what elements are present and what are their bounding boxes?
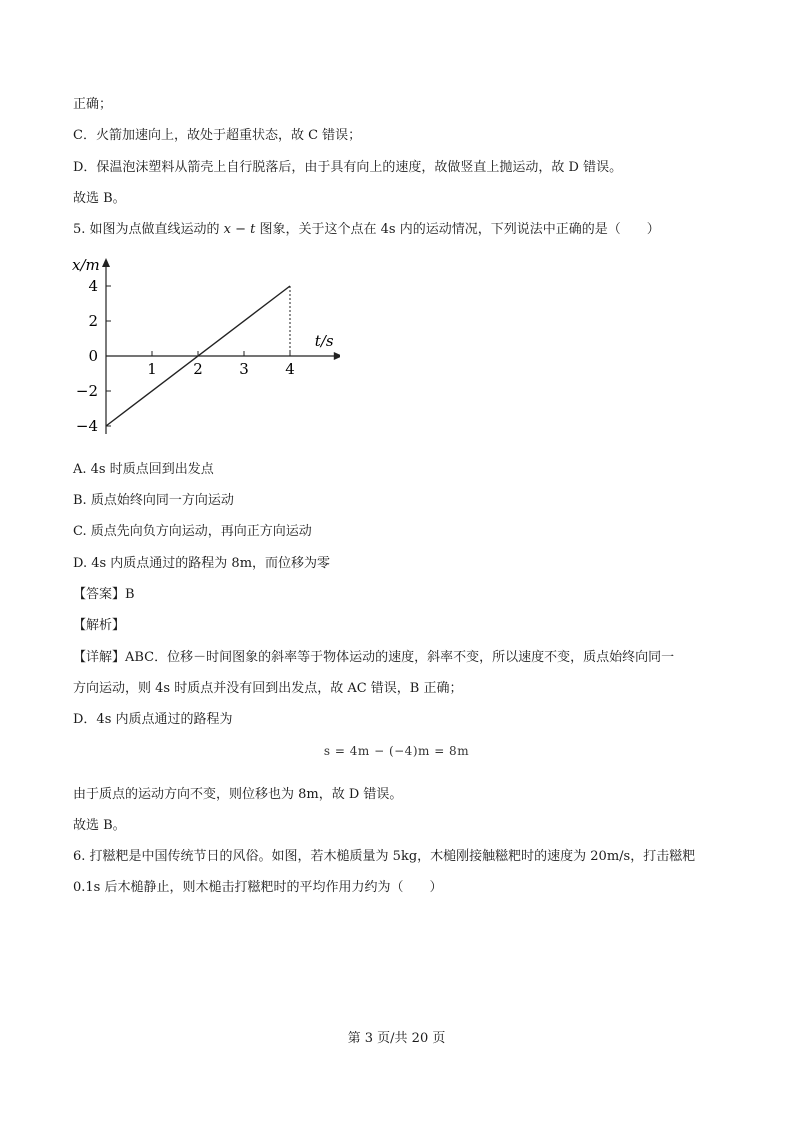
y-axis-label: x/m xyxy=(72,256,100,274)
equation: s = 4m − (−4)m = 8m xyxy=(323,744,470,758)
x-tick-label: 4 xyxy=(285,360,295,378)
option-c: C. 质点先向负方向运动，再向正方向运动 xyxy=(73,524,312,539)
y-axis-arrow xyxy=(102,258,110,267)
analysis-label: 【解析】 xyxy=(73,618,126,633)
question-5: 5. 如图为点做直线运动的 x − t 图象，关于这个点在 4s 内的运动情况，下列说法中正确的是（ ） xyxy=(73,222,660,237)
option-d: D. 4s 内质点通过的路程为 8m，而位移为零 xyxy=(73,556,331,571)
page-footer: 第 3 页/共 20 页 xyxy=(347,1031,446,1046)
text-line: 正确； xyxy=(73,97,113,112)
text-line: 由于质点的运动方向不变，则位移也为 8m，故 D 错误。 xyxy=(73,787,403,802)
text-line: D．保温泡沫塑料从箭壳上自行脱落后，由于具有向上的速度，故做竖直上抛运动，故 D 错误。 xyxy=(73,160,623,175)
text-line: 【详解】ABC．位移－时间图象的斜率等于物体运动的速度，斜率不变，所以速度不变，质点始终向同一 xyxy=(73,650,675,665)
x-axis-label: t/s xyxy=(314,332,334,350)
text-line: 方向运动，则 4s 时质点并没有回到出发点，故 AC 错误，B 正确； xyxy=(73,681,463,696)
x-tick-label: 3 xyxy=(239,360,249,378)
text-line: C．火箭加速向上，故处于超重状态，故 C 错误； xyxy=(73,128,362,143)
option-a: A. 4s 时质点回到出发点 xyxy=(73,462,214,477)
y-tick-label: −4 xyxy=(75,417,98,435)
y-tick-label: −2 xyxy=(75,382,98,400)
y-tick-label: 4 xyxy=(88,277,98,295)
text-line: D．4s 内质点通过的路程为 xyxy=(73,712,233,727)
text-line: 故选 B。 xyxy=(73,818,126,833)
y-tick-label: 2 xyxy=(88,312,98,330)
x-t-graph xyxy=(60,250,340,440)
x-tick-label: 2 xyxy=(193,360,203,378)
question-6: 6. 打糍粑是中国传统节日的风俗。如图，若木槌质量为 5kg，木槌刚接触糍粑时的速度为 20m/s，打击糍粑 xyxy=(73,849,696,864)
x-tick-label: 1 xyxy=(147,360,157,378)
option-b: B. 质点始终向同一方向运动 xyxy=(73,493,234,508)
x-axis-arrow xyxy=(334,352,340,360)
question-6: 0.1s 后木槌静止，则木槌击打糍粑时的平均作用力约为（ ） xyxy=(73,880,443,895)
answer-label: 【答案】B xyxy=(73,587,135,602)
text-line: 故选 B。 xyxy=(73,191,126,206)
y-tick-label: 0 xyxy=(88,347,98,365)
